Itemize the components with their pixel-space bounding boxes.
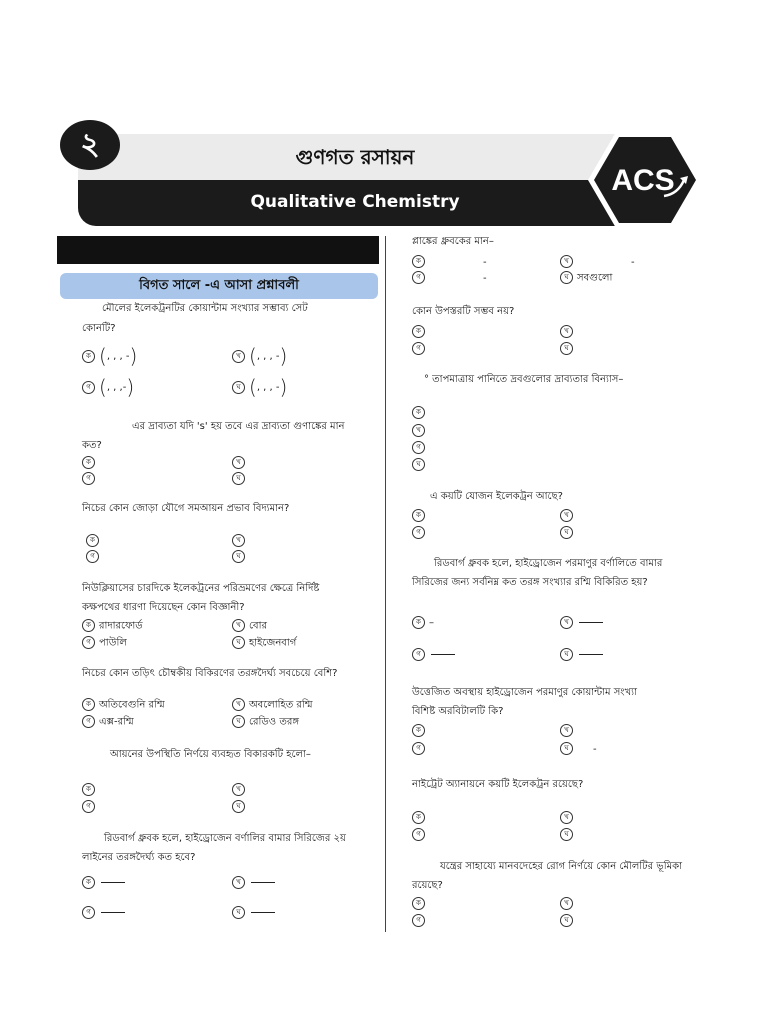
option-ka[interactable] — [82, 783, 99, 798]
option-text: , , ,- — [106, 382, 127, 393]
option-label: ক — [412, 724, 425, 737]
option-label: গ — [86, 550, 99, 563]
option-kha[interactable] — [560, 325, 577, 340]
option-label: ক — [412, 509, 425, 522]
question-text: এ কয়টি যোজন ইলেকট্রন আছে? — [430, 491, 563, 502]
option-label: গ — [412, 914, 425, 927]
option-label: খ — [232, 698, 245, 711]
option-label: ঘ — [560, 914, 573, 927]
option-text: - — [593, 743, 597, 755]
fraction-line — [579, 622, 603, 623]
option-kha[interactable]: খ (, , , -) — [232, 349, 287, 364]
option-gha[interactable] — [560, 526, 577, 541]
option-label: ঘ — [232, 636, 245, 649]
option-label: ঘ — [560, 828, 573, 841]
option-label: ক — [412, 897, 425, 910]
question-text: কোনটি? — [82, 323, 116, 334]
option-label: গ — [82, 906, 95, 919]
question-text: মৌলের ইলেকট্রনটির কোয়ান্টাম সংখ্যার সম্ভাব্য সেট — [102, 303, 308, 314]
question-text: ° তাপমাত্রায় পানিতে দ্রবগুলোর দ্রাব্যতার বিন্যাস– — [424, 374, 624, 385]
option-gha[interactable] — [412, 458, 429, 473]
column-divider — [385, 236, 386, 932]
option-text: হাইজেনবার্গ — [249, 637, 297, 649]
question-text: লাইনের তরঙ্গদৈর্ঘ্য কত হবে? — [82, 852, 196, 863]
acs-logo — [586, 130, 704, 230]
option-ga[interactable]: গ (, , ,-) — [82, 380, 134, 395]
chapter-title-bn: গুণগত রসায়ন — [295, 145, 415, 169]
question-text: কত? — [82, 440, 102, 451]
option-label: ক — [412, 255, 425, 268]
option-ka[interactable] — [82, 698, 165, 713]
question-text: বিশিষ্ট অরবিটালটি কি? — [412, 706, 504, 717]
option-ga[interactable] — [82, 906, 125, 921]
option-text: - — [483, 256, 487, 268]
option-label: খ — [412, 424, 425, 437]
option-ga[interactable] — [412, 271, 487, 286]
option-kha[interactable] — [232, 456, 249, 471]
option-text: , , , - — [256, 351, 280, 362]
option-label: ক — [82, 619, 95, 632]
option-label: গ — [412, 526, 425, 539]
option-label: গ — [412, 648, 425, 661]
option-text: – — [429, 617, 434, 629]
option-ka[interactable] — [82, 456, 99, 471]
question-text: রয়েছে? — [412, 880, 443, 891]
option-label: খ — [232, 783, 245, 796]
option-kha[interactable] — [560, 897, 577, 912]
question-text: কোন উপস্তরটি সম্ভব নয়? — [412, 306, 515, 317]
option-label: ঘ — [232, 906, 245, 919]
option-label: ক — [82, 698, 95, 711]
question-text: এর দ্রাব্যতা যদি 's' হয় তবে এর দ্রাব্যতা গুণাঙ্কের মান — [132, 421, 345, 432]
option-ka[interactable] — [412, 255, 487, 270]
option-label: খ — [560, 724, 573, 737]
option-text: রাদারফোর্ড — [99, 620, 143, 632]
option-label: ঘ — [560, 342, 573, 355]
option-label: গ — [82, 800, 95, 813]
option-ka[interactable] — [412, 509, 429, 524]
fraction-line — [251, 912, 275, 913]
option-gha[interactable] — [560, 342, 577, 357]
option-ka[interactable] — [412, 811, 429, 826]
option-label: ঘ — [232, 800, 245, 813]
option-label: খ — [560, 255, 573, 268]
option-gha[interactable] — [560, 742, 597, 757]
option-label: খ — [232, 876, 245, 889]
fraction-line — [101, 912, 125, 913]
option-label: ক — [412, 325, 425, 338]
option-text: এক্স-রশ্মি — [99, 716, 134, 728]
option-label: খ — [560, 509, 573, 522]
option-ka[interactable] — [86, 534, 103, 549]
option-label: ঘ — [412, 458, 425, 471]
option-ga[interactable] — [82, 800, 99, 815]
question-text: নিচের কোন তড়িৎ চৌম্বকীয় বিকিরণের তরঙ্গদৈর্ঘ্য সবচেয়ে বেশি? — [82, 668, 338, 679]
option-gha[interactable] — [560, 648, 603, 663]
option-label: গ — [412, 271, 425, 284]
option-label: ক — [82, 876, 95, 889]
option-label: খ — [560, 897, 573, 910]
question-text: নাইট্রেট অ্যানায়নে কয়টি ইলেকট্রন রয়েছে? — [412, 779, 584, 790]
question-text: রিডবার্গ ধ্রুবক হলে, হাইড্রোজেন পরমাণুর বর্ণালিতে বামার — [434, 558, 663, 569]
option-label: ক — [86, 534, 99, 547]
option-ka[interactable] — [412, 325, 429, 340]
option-label: গ — [412, 342, 425, 355]
fraction-line — [101, 882, 125, 883]
option-kha[interactable] — [232, 534, 249, 549]
option-kha[interactable] — [232, 698, 313, 713]
option-label: গ — [82, 715, 95, 728]
question-text: নিউক্লিয়াসের চারদিকে ইলেকট্রনের পরিভ্রমণের ক্ষেত্রে নির্দিষ্ট — [82, 583, 320, 594]
option-kha[interactable] — [232, 876, 275, 891]
option-ka[interactable] — [82, 619, 143, 634]
option-kha[interactable] — [560, 811, 577, 826]
option-label: খ — [560, 616, 573, 629]
option-label: গ — [82, 636, 95, 649]
option-text: সবগুলো — [577, 272, 613, 284]
option-ga[interactable] — [412, 742, 429, 757]
option-text: রেডিও তরঙ্গ — [249, 716, 299, 728]
option-gha[interactable]: ঘ (, , , -) — [232, 380, 287, 395]
option-ka[interactable] — [82, 876, 125, 891]
option-text: - — [483, 272, 487, 284]
option-ka[interactable]: ক (, , , -) — [82, 349, 137, 364]
option-label: খ — [232, 350, 245, 363]
option-text: অতিবেগুনি রশ্মি — [99, 699, 165, 711]
option-kha[interactable] — [560, 509, 577, 524]
question-text: আয়নের উপস্থিতি নির্ণয়ে ব্যবহৃত বিকারকটি হলো– — [110, 749, 311, 760]
option-label: ঘ — [560, 648, 573, 661]
option-kha[interactable] — [560, 255, 635, 270]
question-text: যন্ত্রের সাহায্যে মানবদেহের রোগ নির্ণয়ে কোন মৌলটির ভূমিকা — [440, 861, 683, 872]
option-label: ঘ — [232, 550, 245, 563]
option-ka[interactable] — [412, 406, 429, 421]
option-label: খ — [560, 811, 573, 824]
option-kha[interactable] — [232, 619, 267, 634]
option-text: , , , - — [256, 382, 280, 393]
option-text: , , , - — [106, 351, 130, 362]
option-ga[interactable] — [412, 342, 429, 357]
option-label: ক — [82, 783, 95, 796]
question-text: উত্তেজিত অবস্থায় হাইড্রোজেন পরমাণুর কোয়ান্টাম সংখ্যা — [412, 687, 637, 698]
option-kha[interactable] — [560, 724, 577, 739]
option-label: ক — [82, 456, 95, 469]
option-gha[interactable] — [232, 715, 299, 730]
fraction-line — [431, 654, 455, 655]
option-ga[interactable] — [412, 648, 455, 663]
option-label: ক — [82, 350, 95, 363]
option-ga[interactable] — [412, 914, 429, 929]
option-ga[interactable] — [82, 636, 127, 651]
option-label: গ — [412, 742, 425, 755]
option-gha[interactable] — [232, 636, 296, 651]
option-gha[interactable] — [232, 906, 275, 921]
option-ga[interactable] — [412, 526, 429, 541]
option-label: গ — [82, 381, 95, 394]
option-label: খ — [232, 534, 245, 547]
option-kha[interactable] — [560, 616, 603, 631]
chapter-number-badge: ২ — [60, 120, 120, 170]
chapter-title-en: Qualitative Chemistry — [250, 192, 460, 212]
question-text: কক্ষপথের ধারণা দিয়েছেন কোন বিজ্ঞানী? — [82, 602, 245, 613]
section-title: বিগত সালে -এ আসা প্রশ্নাবলী — [60, 273, 378, 299]
option-label: ঘ — [560, 742, 573, 755]
option-label: খ — [232, 456, 245, 469]
option-gha[interactable] — [560, 271, 612, 286]
fraction-line — [579, 654, 603, 655]
option-label: গ — [82, 472, 95, 485]
option-text: অবলোহিত রশ্মি — [249, 699, 313, 711]
option-gha[interactable] — [232, 472, 249, 487]
option-text: বোর — [249, 620, 268, 632]
question-text: নিচের কোন জোড়া যৌগে সমআয়ন প্রভাব বিদ্যমান? — [82, 503, 290, 514]
option-label: ক — [412, 406, 425, 419]
option-ga[interactable] — [82, 715, 134, 730]
option-label: ক — [412, 616, 425, 629]
option-kha[interactable] — [412, 424, 429, 439]
option-text: - — [631, 256, 635, 268]
logo-text: ACS — [611, 164, 675, 197]
question-text: প্লাঙ্কের ধ্রুবকের মান– — [412, 236, 494, 247]
option-text: পাউলি — [99, 637, 127, 649]
option-label: ক — [412, 811, 425, 824]
option-ka[interactable] — [412, 897, 429, 912]
option-gha[interactable] — [560, 828, 577, 843]
option-ka[interactable] — [412, 616, 434, 631]
option-label: ঘ — [560, 526, 573, 539]
option-ka[interactable] — [412, 724, 429, 739]
option-ga[interactable] — [412, 828, 429, 843]
question-text: রিডবার্গ ধ্রুবক হলে, হাইড্রোজেন বর্ণালির বামার সিরিজের ২য় — [104, 833, 346, 844]
option-label: ঘ — [232, 715, 245, 728]
option-ga[interactable] — [86, 550, 103, 565]
option-label: ঘ — [232, 472, 245, 485]
option-label: ঘ — [560, 271, 573, 284]
option-ga[interactable] — [412, 441, 429, 456]
option-label: গ — [412, 441, 425, 454]
option-label: গ — [412, 828, 425, 841]
option-label: ঘ — [232, 381, 245, 394]
option-label: খ — [560, 325, 573, 338]
option-gha[interactable] — [232, 550, 249, 565]
option-gha[interactable] — [232, 800, 249, 815]
fraction-line — [251, 882, 275, 883]
option-gha[interactable] — [560, 914, 577, 929]
option-ga[interactable] — [82, 472, 99, 487]
question-text: সিরিজের জন্য সর্বনিম্ন কত তরঙ্গ সংখ্যার রশ্মি বিকিরিত হয়? — [412, 577, 648, 588]
column-heading-bar — [57, 236, 379, 264]
option-label: খ — [232, 619, 245, 632]
option-kha[interactable] — [232, 783, 249, 798]
